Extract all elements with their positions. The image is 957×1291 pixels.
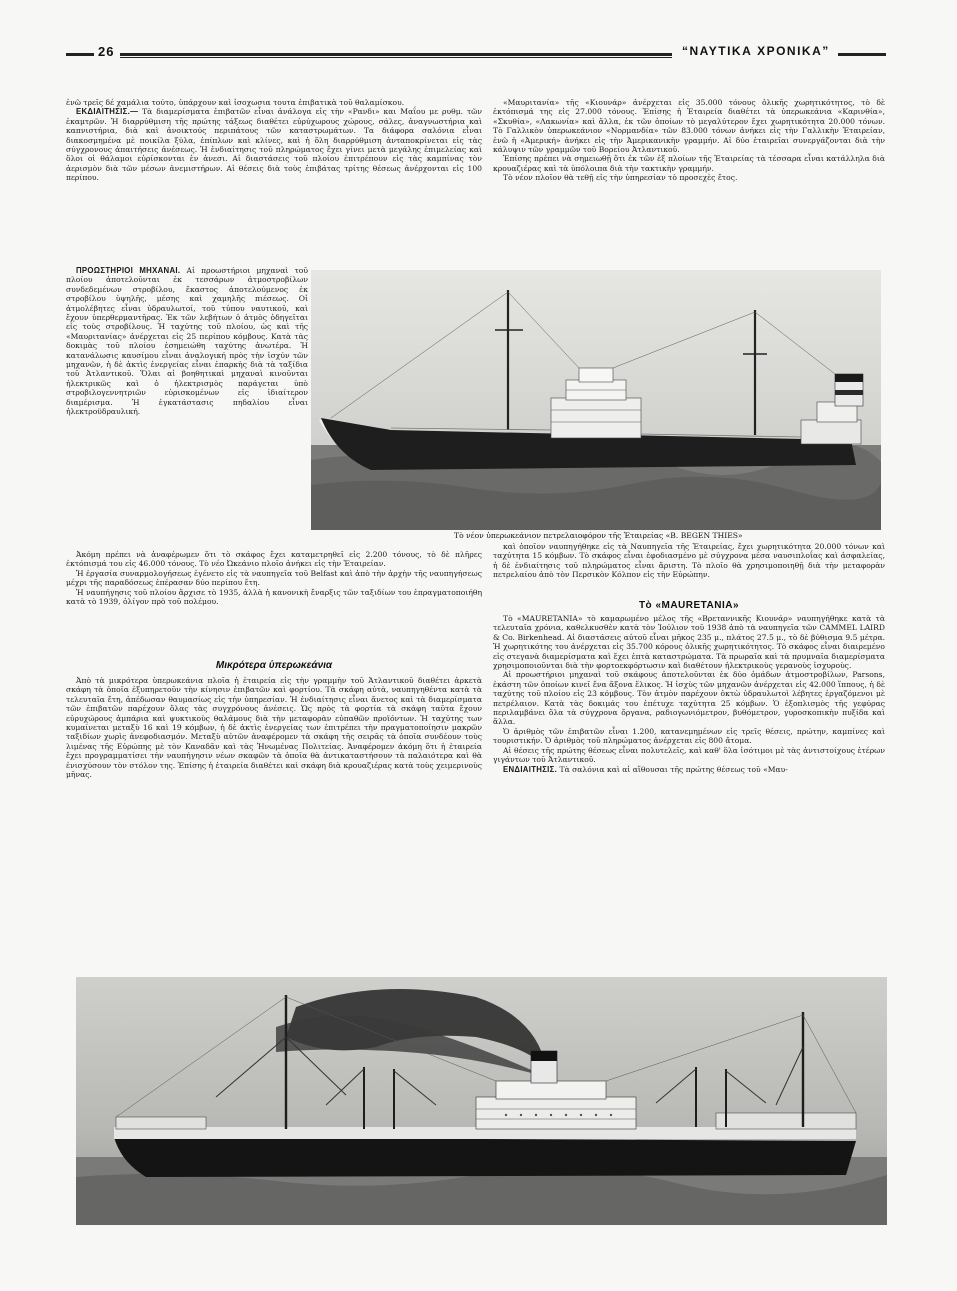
mauretania-heading: Τὸ «MAURETANIA»: [638, 600, 740, 611]
left-top-line: ἐνῶ τρεῖς δέ χαμάλια τούτο, ὑπάρχουν καὶ ἰσοχωσια τουτα ἐπιβατικὰ τοῦ θαλαμίσκου.: [66, 98, 405, 107]
mauretania-p2: Αἱ προωστήριοι μηχαναὶ τοῦ σκάφους ἀποτελοῦνται ἐκ δύο ὁμάδων ἀτμοστροβίλων, Parsons, ἐκάστη τῶν ὁποίων κινεῖ ἕνα ἄξονα ἕλικος. Ἡ ἰσχὺς τῶν μηχανῶν ἀνέρχεται εἰς 42.000 ἵππους, ἡ δὲ ταχύτης τοῦ πλοίου εἰς 23 κόμβους. Τὸν ἀτμὸν παρέχουν ὀκτὼ ὑδραυλωτοὶ λέβητες ἐργαζόμενοι μὲ πετρέλαιον. Κατὰ τὰς δοκιμάς του ἐπέτυχε ταχύτητα 25 κόμβων. Ὁ ἐξοπλισμὸς τῆς γεφύρας περιλαμβάνει ὅλα τὰ σύγχρονα ὄργανα, ραδιογωνιόμετρον, βυθόμετρον, γυροσκοπικὴν πυξίδα καὶ ἄλλα.: [493, 670, 885, 727]
smaller-liners-column: [66, 676, 482, 976]
mauretania-column: [493, 614, 885, 976]
propulsion-column: [66, 266, 308, 550]
right-top-text: «Μαυριτανία» τῆς «Κιουνάρ» ἀνέρχεται εἰς 35.000 τόνους ὁλικῆς χωρητικότητος, τὸ δὲ ἐκτόπισμά της εἰς 27.000 τόνους. Ἐπίσης ἡ Ἑταιρεία διαθέτει τὰ ὑπερωκεάνια «Καρινθία», «Σκυθία», «Λακωνία» καὶ ἄλλα, ἐκ τῶν ὁποίων τὸ μεγαλύτερον ἔχει χωρητικότητα 20.000 τόνων. Τὸ Γαλλικὸν ὑπερωκεάνιον «Νορμανδία» τῶν 83.000 τόνων ἀνήκει εἰς τὴν Γαλλικὴν Ἑταιρείαν, ἐνῶ ἡ «Ἀμερική» ἀνήκει εἰς τὴν Ἀμερικανικὴν γραμμήν. Αἱ δύο ἑταιρεῖαι συνεργάζονται διὰ τὴν κάλυψιν τῶν γραμμῶν τοῦ Βορείου Ἀτλαντικοῦ.: [493, 98, 885, 155]
section-lead-mauretania-accommodation: ΕΝΔΙΑΙΤΗΣΙΣ.: [503, 764, 558, 774]
propulsion-text: Αἱ προωστήριοι μηχαναὶ τοῦ πλοίου ἀποτελοῦνται ἐκ τεσσάρων ἀτμοστροβίλων συνδεδεμένων στροβίλου, ἕκαστος ἀποτελούμενος ἐκ στροβίλου ὑψηλῆς, μέσης καὶ χαμηλῆς πιέσεως. Οἱ ἀτμολέβητες εἶναι ὑδραυλωτοί, τοῦ τύπου ναυτικοῦ, καὶ ἔχουν ὑπερθερμαντῆρας. Ἐκ τῶν λεβήτων ὁ ἀτμὸς ὁδηγεῖται εἰς τοὺς στροβίλους. Ἡ ταχύτης τοῦ πλοίου, ὡς καὶ τῆς «Μαυριτανίας» ἀνέρχεται εἰς 25 περίπου κόμβους. Κατὰ τὰς δοκιμὰς τοῦ πλοίου ἐσημειώθη ταχύτης ἀνωτέρα. Ἡ κατανάλωσις καυσίμου εἶναι ἀναλογική πρὸς τὴν ἰσχύν τῶν μηχανῶν, ἡ δὲ ἀκτὶς ἐνεργείας εἶναι ἐπαρκὴς διὰ τὰ ταξίδια τοῦ Ἀτλαντικοῦ. Ὅλαι αἱ βοηθητικαὶ μηχαναὶ κινοῦνται ἠλεκτρικῶς καὶ ὁ ἠλεκτρισμὸς παράγεται ὑπὸ στροβιλογεννητριῶν εὑρισκομένων εἰς ἰδιαίτερον διαμέρισμα. Ἡ ἐγκατάστασις πηδαλίου εἶναι ἠλεκτροϋδραυλική.: [66, 266, 308, 417]
left-top-text: Τὰ διαμερίσματα ἐπιβατῶν εἶναι ἀνάλογα εἰς τὴν «Ρανδι» και Μαΐου με ρυθμ. τῶν ἑκαμτρῶν. Ἡ διαρρύθμιση τῆς πρώτης τάξεως διαθέτει εὐρύχωρους χώρους, σάλες, ἀναγνωστήρια καὶ καπνιστήρια, διὰ καὶ ἀνοικτούς περιπάτους τῶν καταστρωμάτων. Τα διάφορα σαλόνια εἶναι διακοσμημένα μὲ ποικίλα ξύλα, ἐπίπλων καὶ κλίνες, καὶ ἡ ὅλη διαρρύθμιση ἀνταποκρίνεται εἰς τὰς σύγχρονους ἀπαιτήσεις ἀνέσεως. Ἡ ἐνδιαίτησις τοῦ πληρώματος ἔχει γίνει μετὰ μεγάλης ἐπιμελείας καὶ ὅλοι οἱ θάλαμοι εὑρίσκονται ἐν ἀνεσι. Αἱ διαστάσεις τοῦ πλοίου ἐπιτρέπουν εἰς τὰς καμπίνας τὸν ἀερισμὸν διὰ τῶν μέσων ἀνεμιστήρων. Αἱ θέσεις διὰ τοὺς ἐπιβάτας τρίτης θέσεως ἀνέρχονται εἰς 100 περίπου.: [66, 107, 482, 183]
header-rule-right-short: [838, 53, 886, 56]
section-lead-accommodation: ΕΚΔΙΑΙΤΗΣΙΣ.—: [76, 107, 139, 117]
mauretania-p3: Ὁ ἀριθμὸς τῶν ἐπιβατῶν εἶναι 1.200, κατανεμημένων εἰς τρεῖς θέσεις, πρώτην, καμπίνες καὶ τουριστικήν. Ὁ ἀριθμὸς τοῦ πληρώματος ἀνέρχεται εἰς 800 ἄτομα.: [493, 726, 885, 746]
mid-text-3: Ἡ ναυπήγησις τοῦ πλοίου ἄρχισε τὸ 1935, ἀλλὰ ἡ κανονικὴ ἔναρξις τῶν ταξιδίων του ἐπραγματοποιήθη κατὰ τὸ 1939, ὀλίγον πρὸ τοῦ πολέμου.: [66, 587, 482, 607]
cargo-ship-photo: [76, 977, 887, 1225]
right-top-text-2: Ἐπίσης πρέπει νὰ σημειωθῇ ὅτι ἐκ τῶν ἐξ πλοίων τῆς Ἑταιρείας τὰ τέσσαρα εἶναι κατάλληλα διὰ κρουαζιέρας καὶ τὰ ὑπόλοιπα διὰ τὴν τακτικὴν γραμμήν.: [493, 154, 885, 173]
smaller-liners-heading: Μικρότερα ὑπερωκεάνια: [215, 660, 333, 671]
section-lead-propulsion: ΠΡΟΩΣΤΗΡΙΟΙ ΜΗΧΑΝΑΙ.: [76, 266, 181, 275]
right-top-text-3: Τὸ νέον πλοῖον θὰ τεθῇ εἰς τὴν ὑπηρεσίαν τὸ προσεχὲς ἔτος.: [503, 173, 738, 183]
mid-text-2: Ἡ ἐργασία συναρμολογήσεως ἐγένετο εἰς τὰ ναυπηγεῖα τοῦ Belfast καὶ ἀπὸ τὴν ἀρχὴν τῆς ναυπηγήσεως μέχρι τῆς παραδόσεως ἐπέρασαν δύο περίπου ἔτη.: [66, 568, 482, 588]
right-mid-column: [493, 542, 885, 596]
running-title: “ΝΑΥΤΙΚΑ ΧΡΟΝΙΚΑ”: [682, 44, 830, 58]
header-rule-thin: [120, 57, 672, 58]
header-rule: [120, 53, 672, 56]
right-mid-text: καὶ ὁποῖον ναυπηγήθηκε εἰς τὰ Ναυπηγεῖα τῆς Ἑταιρείας, ἔχει χωρητικότητα 20.000 τόνων καὶ ταχύτητα 15 κόμβων. Τὸ σκάφος εἶναι ἐφοδιασμένο μὲ σύγχρονα μέσα ναυσιπλοΐας καὶ ἀσφαλείας, ἡ δὲ ἐνδιαίτησις τοῦ πληρώματος εἶναι ἄριστη. Τὸ πλοῖο θὰ χρησιμοποιηθῇ διὰ τὴν μεταφορὰν πετρελαίου ἀπὸ τὸν Περσικὸν Κόλπον εἰς τὴν Εὐρώπην.: [493, 542, 885, 580]
left-mid-column: [66, 550, 482, 654]
tanker-photo-caption: Τὸ νέον ὑπερωκεάνιον πετρελαιοφόρον τῆς Ἑταιρείας «Β. ΒΕGEN ΤΗΙΕS»: [454, 531, 743, 540]
mauretania-last-text: Τὰ σαλόνια καὶ αἱ αἴθουσαι τῆς πρώτης θέσεως τοῦ «Μαυ-: [559, 764, 788, 774]
mauretania-p1: Τὸ «MAURETANIA» τὸ καμαρωμένο μέλος τῆς «Βρεταννικῆς Κιουνάρ» ναυπηγήθηκε κατὰ τὰ τελευταῖα χρόνια, καθελκυσθὲν κατὰ τὸν Ἰούλιον τοῦ 1938 ἀπὸ τὰ ναυπηγεῖα τῶν CAMMEL LAIRD & Co. Birkenhead. Αἱ διαστάσεις αὐτοῦ εἶναι μῆκος 235 μ., πλάτος 27.5 μ., τὸ δὲ βύθισμα 9.5 μέτρα. Ἡ χωρητικότης του ἀνέρχεται εἰς 35.700 κόρους ὁλικῆς χωρητικότητος. Τὸ σκάφος εἶναι διαιρεμένο εἰς στεγανὰ διαμερίσματα καὶ ἔχει ἑπτὰ καταστρώματα. Τὰ πρωραῖα καὶ τὰ πρυμναῖα διαμερίσματα χρησιμοποιοῦνται διὰ τὴν φορτοεκφόρτωσιν καὶ διαθέτουν ἠλεκτρικοὺς γερανοὺς ἰσχυροὺς.: [493, 614, 885, 671]
tanker-photo: [311, 270, 881, 530]
mid-text-1: Ἀκόμη πρέπει νὰ ἀναφέρωμεν ὅτι τὸ σκάφος ἔχει καταμετρηθεῖ εἰς 2.200 τόνους, τὸ δὲ πλῆρες ἐκτόπισμά του εἰς 46.000 τόνους. Τὸ νέο Ὠκεάνιο πλοῖο ἀνήκει εἰς τὴν Ἑταιρείαν.: [66, 550, 482, 569]
mauretania-p4: Αἱ θέσεις τῆς πρώτης θέσεως εἶναι πολυτελεῖς, καὶ καθ' ὅλα ἰσότιμοι μὲ τὰς ἀντιστοίχους ἑτέρων γιγάντων τοῦ Ἀτλαντικοῦ.: [493, 745, 885, 765]
header-rule-left-short: [66, 53, 94, 56]
right-top-column: [493, 98, 885, 264]
smaller-liners-text: Ἀπὸ τὰ μικρότερα ὑπερωκεάνια πλοῖα ἡ ἑταιρεία εἰς τὴν γραμμὴν τοῦ Ἀτλαντικοῦ διαθέτει ἀρκετὰ σκάφη τὰ ὁποῖα ἐξυπηρετοῦν τὴν κίνησιν ἐπιβατῶν καὶ φορτίου. Τὰ σκάφη αὐτὰ, ναυπηγηθέντα κατὰ τὰ τελευταῖα ἔτη, ἀπέδωσαν θαυμασίως εἰς τὴν ὑπηρεσίαν. Ἡ ἐνδιαίτησις εἶναι ἄνετος καὶ τὰ διαμερίσματα τῶν ἐπιβατῶν παρέχουν ὅλας τὰς συγχρόνους ἀνέσεις. Ὡς πρὸς τὰ φορτία τὰ σκάφη ταῦτα ἔχουν εὐρυχώρους ἀμπάρια καὶ ψυκτικοὺς θαλάμους διὰ τὴν μεταφορὰν εὐπαθῶν προϊόντων. Ἡ ταχύτης των κυμαίνεται μεταξὺ 16 καὶ 19 κόμβων, ἡ δὲ ἀκτὶς ἐνεργείας των ἐπιτρέπει τὴν πραγματοποίησιν μακρῶν ταξιδίων χωρὶς ἀνεφοδιασμόν. Μεταξὺ αὐτῶν ἀναφέρομεν τὰ σκάφη τῆς σειρᾶς τὰ ὁποῖα συνδέουν τοὺς λιμένας τῆς Εὐρώπης μὲ τὸν Καναδᾶν καὶ τὰς Ἡνωμένας Πολιτείας. Ἀναφέρομεν ἀκόμη ὅτι ἡ ἑταιρεία ἔχει προγραμματίσει τὴν ναυπήγησιν νέων σκαφῶν τὰ ὁποῖα θὰ ἀντικαταστήσουν τὰ παλαιότερα καὶ θὰ ἐνισχύσουν τὸν στόλον της. Ἐπίσης ἡ ἐταιρεία διαθέτει καὶ σκάφη διὰ κρουαζιέρας κατὰ τοὺς χειμερινοὺς μῆνας.: [66, 676, 482, 780]
left-top-column: [66, 98, 482, 260]
page-number: 26: [98, 44, 115, 59]
